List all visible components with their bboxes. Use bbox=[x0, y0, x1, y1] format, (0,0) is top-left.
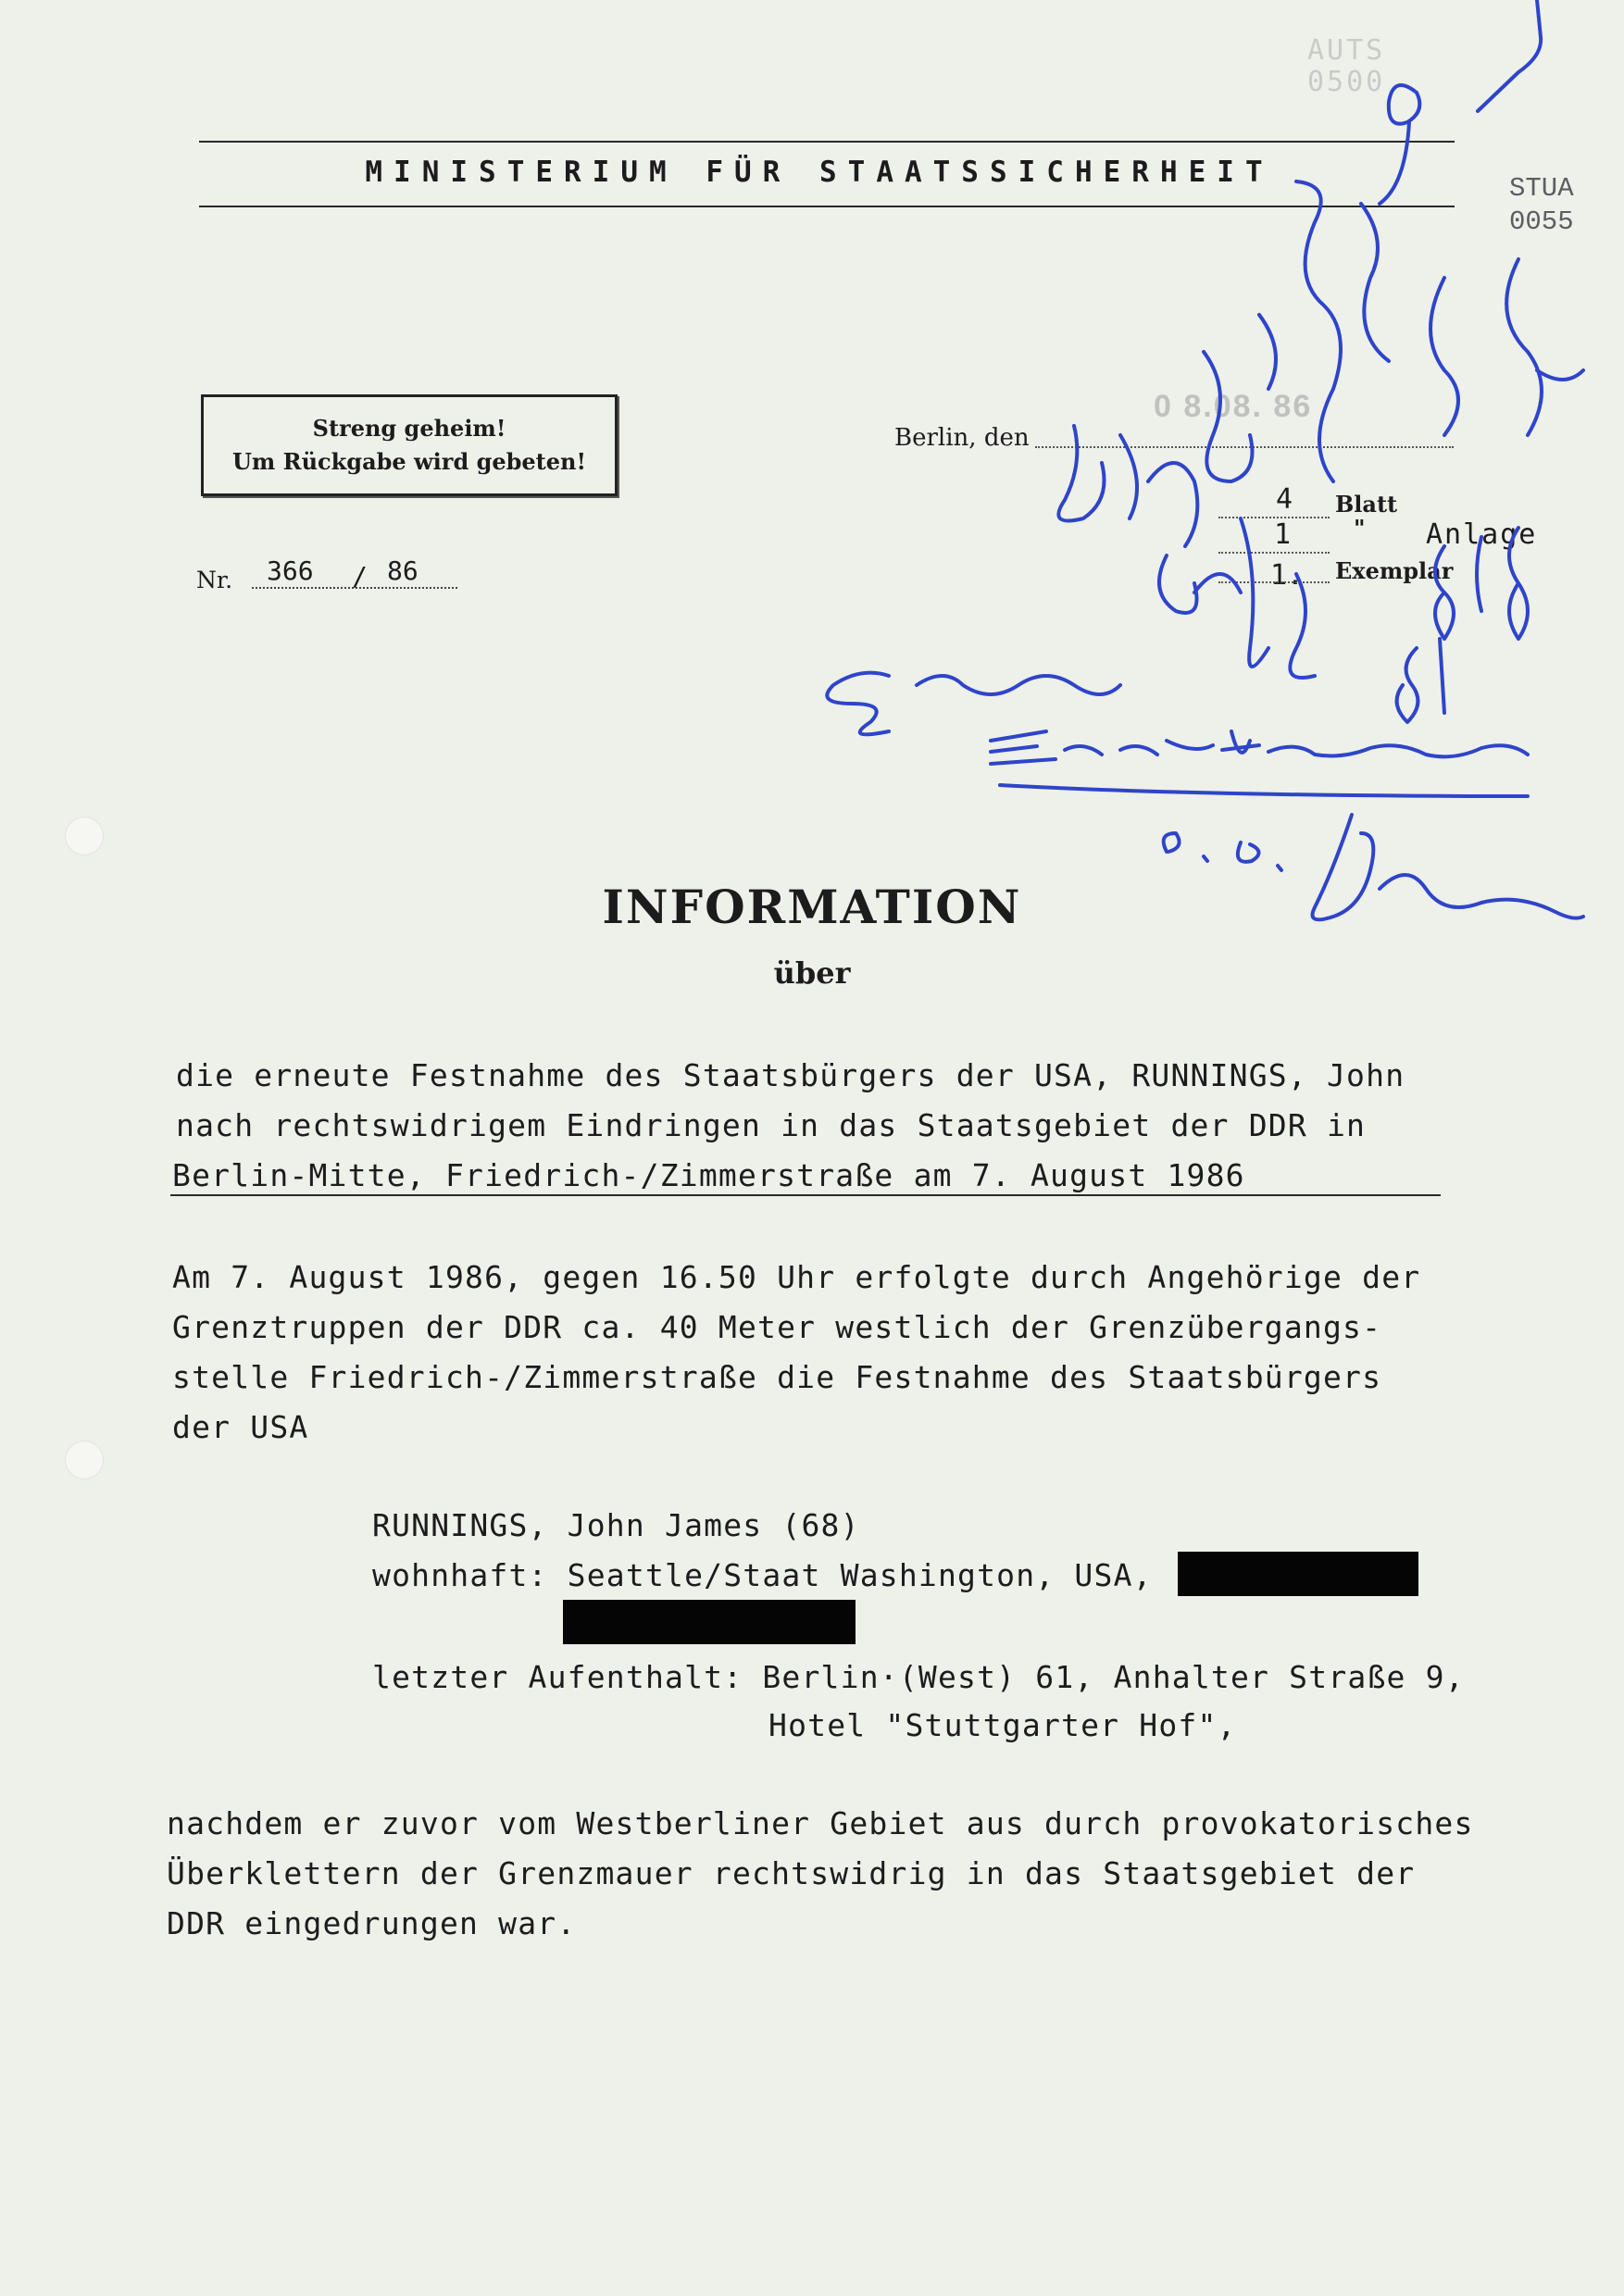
subject-line: Berlin-Mitte, Friedrich-/Zimmerstraße am 7. August 1986 bbox=[172, 1157, 1245, 1193]
number-label: Nr. bbox=[196, 567, 233, 593]
faint-stamp-line: AUTS bbox=[1307, 34, 1386, 67]
exemplar-label: Exemplar bbox=[1335, 557, 1454, 584]
document-subtitle: über bbox=[773, 955, 851, 991]
anlage-dotted-line bbox=[1218, 550, 1330, 554]
archive-stamp-line: STUA bbox=[1509, 173, 1574, 204]
place-date-label: Berlin, den bbox=[894, 424, 1030, 452]
faint-stamp bbox=[1307, 35, 1385, 98]
subject-line: nach rechtswidrigem Eindringen in das Staatsgebiet der DDR in bbox=[176, 1107, 1367, 1143]
document-number-value: 366 bbox=[267, 555, 314, 586]
faint-stamp-line: 0500 bbox=[1307, 66, 1386, 98]
paragraph-line: Am 7. August 1986, gegen 16.50 Uhr erfolgte durch Angehörige der bbox=[172, 1259, 1421, 1295]
document-number bbox=[252, 555, 457, 592]
redaction-bar bbox=[1178, 1552, 1418, 1596]
blatt-count: 4 bbox=[1276, 483, 1293, 516]
exemplar-dotted-line bbox=[1218, 580, 1330, 583]
document-number-year: 86 bbox=[387, 555, 418, 586]
ministry-name: MINISTERIUM FÜR STAATSSICHERHEIT bbox=[365, 156, 1274, 189]
header-rule-top bbox=[199, 141, 1455, 143]
paragraph-line: der USA bbox=[172, 1409, 309, 1445]
date-stamp: 0 8.08. 86 bbox=[1154, 389, 1313, 424]
paragraph-line: Grenztruppen der DDR ca. 40 Meter westlich der Grenzübergangs- bbox=[172, 1309, 1382, 1345]
punch-hole-top bbox=[65, 817, 104, 855]
person-last-stay: letzter Aufenthalt: Berlin·(West) 61, Anhalter Straße 9, bbox=[372, 1659, 1465, 1695]
person-name: RUNNINGS, John James (68) bbox=[372, 1507, 860, 1543]
paragraph-line: stelle Friedrich-/Zimmerstraße die Festnahme des Staatsbürgers bbox=[172, 1359, 1382, 1395]
archive-stamp-line: 0055 bbox=[1509, 206, 1574, 237]
redaction-bar bbox=[563, 1600, 856, 1644]
date-dotted-line bbox=[1035, 444, 1454, 448]
exemplar-count: 1. bbox=[1270, 559, 1305, 592]
anlage-count: 1 bbox=[1274, 518, 1292, 551]
anlage-ditto-mark: " bbox=[1354, 515, 1366, 542]
paragraph-line: Überklettern der Grenzmauer rechtswidrig in das Staatsgebiet der bbox=[167, 1855, 1416, 1891]
subject-underline bbox=[170, 1194, 1441, 1196]
subject-line: die erneute Festnahme des Staatsbürgers der USA, RUNNINGS, John bbox=[176, 1057, 1405, 1093]
paragraph-line: nachdem er zuvor vom Westberliner Gebiet aus durch provokatorisches bbox=[167, 1805, 1474, 1841]
person-residence: wohnhaft: Seattle/Staat Washington, USA, bbox=[372, 1557, 1153, 1593]
archive-stamp bbox=[1509, 172, 1574, 239]
document-title: INFORMATION bbox=[602, 880, 1022, 934]
punch-hole-bottom bbox=[65, 1441, 104, 1479]
classification-box bbox=[201, 394, 618, 496]
anlage-label: Anlage bbox=[1426, 518, 1538, 551]
header-rule-bottom bbox=[199, 206, 1455, 207]
person-hotel: Hotel "Stuttgarter Hof", bbox=[768, 1707, 1237, 1743]
classification-line-1: Streng geheim! bbox=[312, 415, 506, 442]
document-number-separator: / bbox=[352, 561, 368, 592]
blatt-label: Blatt bbox=[1335, 491, 1398, 518]
classification-line-2: Um Rückgabe wird gebeten! bbox=[231, 448, 587, 475]
paragraph-line: DDR eingedrungen war. bbox=[167, 1905, 577, 1941]
